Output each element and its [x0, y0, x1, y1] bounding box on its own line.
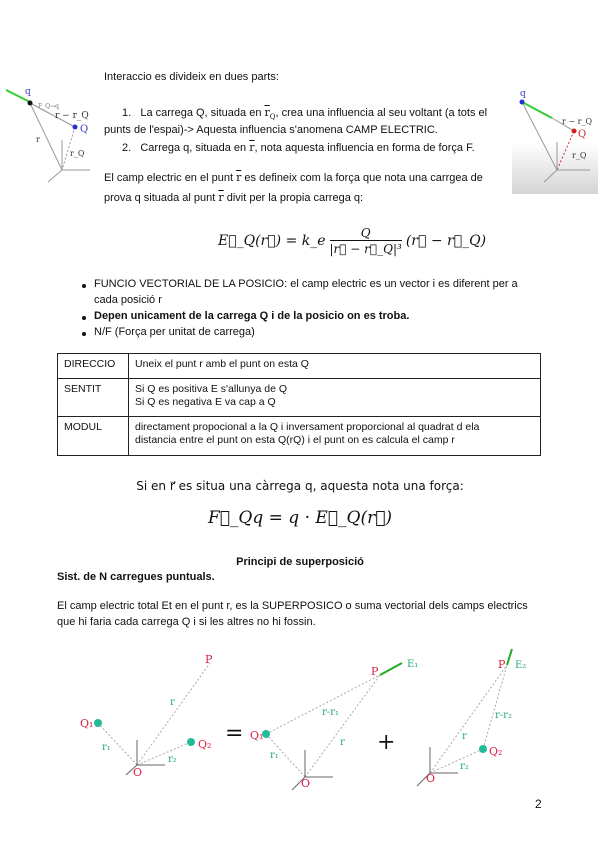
label-r: r [340, 737, 345, 748]
bullet-1-cont: cada posició r [94, 294, 162, 306]
label-P: P [498, 658, 506, 671]
text: divit per la propia carrega q: [226, 192, 364, 204]
formula-denominator: |r⃗ − r⃗_Q|³ [329, 242, 402, 256]
label-rQ: r_Q [70, 149, 85, 158]
label-O: O [301, 777, 311, 790]
label-E2: E₂ [515, 660, 527, 671]
force-formula: F⃗_Qq = q · E⃗_Q(r⃗) [207, 508, 393, 528]
subscript: Q [269, 113, 276, 122]
table-value [129, 379, 541, 417]
table-key: MODUL [58, 417, 129, 456]
list-text: , nota aquesta influencia en forma de força F. [254, 142, 475, 154]
text: El camp electric en el punt [104, 172, 234, 184]
list-text: La carrega Q, situada en [140, 107, 262, 119]
label-r: r [36, 135, 40, 144]
bullet-dot [82, 332, 86, 336]
line: directament propocional a la Q i inversament proporcional al quadrat d ela [135, 421, 480, 433]
line: Si Q es negativa E va cap a Q [135, 396, 276, 408]
label-O: O [133, 766, 143, 779]
section-title: Principi de superposició [236, 556, 364, 568]
label-r-r2: r-r₂ [495, 710, 512, 721]
table-key: DIRECCIO [58, 354, 129, 379]
table-row [58, 417, 541, 456]
electric-field-formula [218, 226, 486, 256]
label-E1: E₁ [407, 659, 419, 670]
plus-sign: + [377, 730, 396, 755]
table-row [58, 354, 541, 379]
formula-rhs: (r⃗ − r⃗_Q) [405, 233, 487, 249]
label-r1: r₁ [270, 750, 279, 761]
list-item-1 [122, 106, 487, 121]
superposition-text-1: El camp electric total Et en el punt r, es la SUPERPOSICO o suma vectorial dels camps electrics [57, 600, 528, 612]
force-intro: Si en r⃗ es situa una càrrega q, aquesta nota una força: [136, 479, 464, 493]
page-number: 2 [535, 797, 542, 811]
label-Q2: Q₂ [198, 738, 212, 751]
definition-line-2 [104, 191, 363, 204]
text: prova q situada al punt [104, 192, 216, 204]
label-Q1: Q₁ [250, 729, 264, 742]
r-symbol: $\overline{r}$ [218, 191, 224, 204]
label-F: F_Q→q [38, 103, 59, 110]
r-symbol: $\overline{r}$ [249, 141, 255, 154]
label-Q1: Q₁ [80, 717, 94, 730]
r-symbol: $\overline{r}$ [264, 106, 270, 119]
table-value [129, 417, 541, 456]
label-q-right: q [520, 90, 526, 99]
label-P: P [371, 665, 379, 678]
line: Si Q es positiva E s'allunya de Q [135, 383, 287, 395]
label-r-minus-rQ: r − r_Q [55, 111, 89, 121]
table-key: SENTIT [58, 379, 129, 417]
list-number: 1. [122, 107, 132, 119]
vector-diagram-right [512, 90, 598, 194]
label-r2: r₂ [460, 761, 469, 772]
r-symbol: $\overline{r}$ [236, 171, 242, 184]
label-Q: Q [80, 124, 89, 135]
list-text: , crea una influencia al seu voltant (a tots el [275, 107, 488, 119]
label-O: O [426, 772, 436, 785]
table-row [58, 379, 541, 417]
label-rQ-right: r_Q [572, 151, 587, 160]
superposition-text-2: que hi faria cada carrega Q i si les altres no hi fossin. [57, 616, 316, 628]
intro-text: Interaccio es divideix en dues parts: [104, 71, 279, 83]
equals-sign: = [225, 721, 244, 746]
label-Q2: Q₂ [489, 745, 503, 758]
table-value: Uneix el punt r amb el punt on esta Q [129, 354, 541, 379]
definition-line-1 [104, 171, 483, 184]
label-P: P [205, 653, 213, 666]
label-r: r [462, 731, 467, 742]
bullet-2: Depen unicament de la carrega Q i de la posicio on es troba. [94, 310, 410, 322]
label-r2: r₂ [168, 754, 177, 765]
bullet-1: FUNCIO VECTORIAL DE LA POSICIO: el camp electric es un vector i es diferent per a [94, 278, 518, 290]
label-r: r [170, 697, 175, 708]
vector-diagram-left [0, 82, 100, 192]
properties-table [57, 353, 541, 456]
list-item-1-cont: punts de l'espai)-> Aquesta influencia s'anomena CAMP ELECTRIC. [104, 124, 438, 136]
bullet-dot [82, 316, 86, 320]
list-text: Carrega q, situada en [140, 142, 247, 154]
formula-numerator: Q [360, 226, 371, 240]
label-r1: r₁ [102, 742, 111, 753]
superposition-diagram [60, 635, 560, 795]
line: distancia entre el punt on esta Q(rQ) i el punt on es calcula el camp r [135, 434, 455, 446]
formula-lhs: E⃗_Q(r⃗) = k_e [218, 233, 326, 249]
list-number: 2. [122, 142, 132, 154]
bullet-dot [82, 284, 86, 288]
list-item-2 [122, 141, 475, 154]
label-q: q [25, 87, 31, 97]
subsection-title: Sist. de N carregues puntuals. [57, 571, 215, 583]
text: es defineix com la força que nota una carrgea de [244, 172, 483, 184]
bullet-3: N/F (Força per unitat de carrega) [94, 326, 255, 338]
label-r-r1: r-r₁ [322, 707, 339, 718]
label-Q-right: Q [578, 129, 587, 140]
label-r-minus-rQ-right: r − r_Q [562, 117, 592, 126]
